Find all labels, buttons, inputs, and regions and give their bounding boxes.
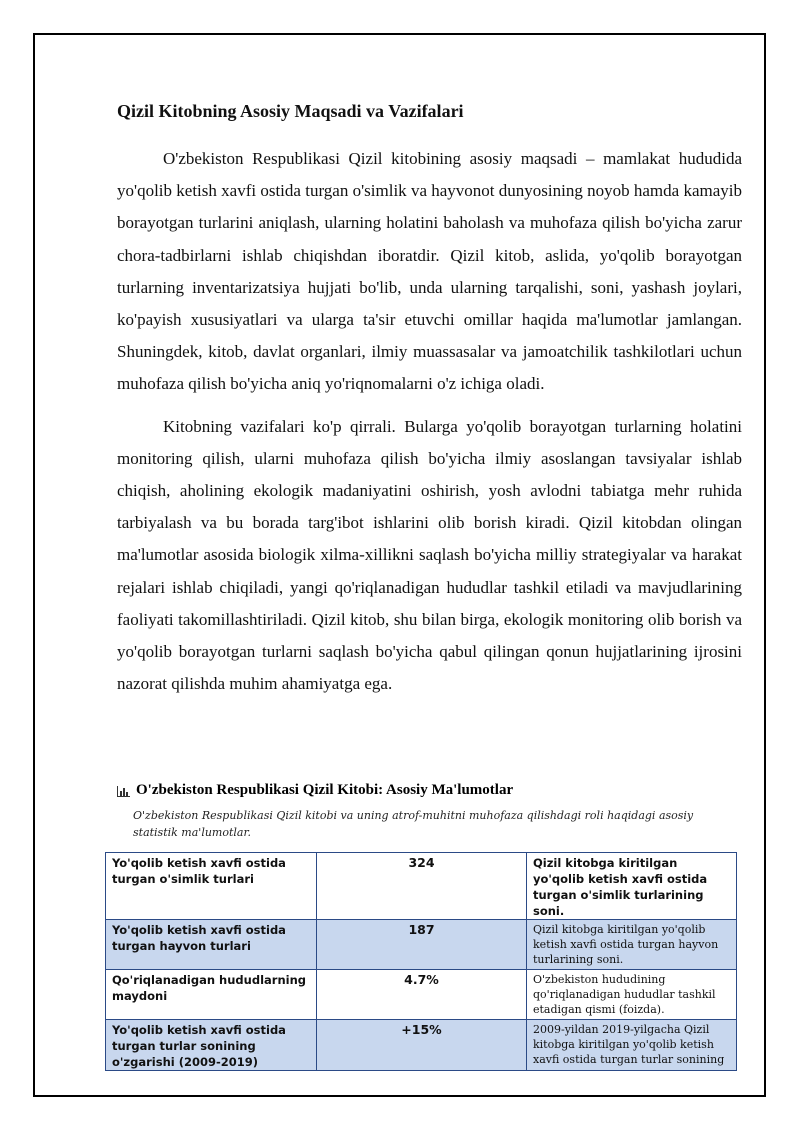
row-label: Yo'qolib ketish xavfi ostida turgan hayvon turlari	[106, 920, 317, 970]
paragraph-tasks: Kitobning vazifalari ko'p qirrali. Bularga yo'qolib borayotgan turlarning holatini monitoring qilish, ularni muhofaza qilish bo'yicha ilmiy asoslangan tavsiyalar ishlab chiqish, aholining ekologik madaniyatini oshirish, yosh avlodni tabiatga mehr ruhida tarbiyalash va bu borada targ'ibot ishlarini olib borish kiradi. Qizil kitobdan olingan ma'lumotlar asosida biologik xilma-xillikni saqlash bo'yicha milliy strategiyalar va harakat rejalari ishlab chiqiladi, yangi qo'riqlanadigan hududlar tashkil etiladi va mavjudlarining faoliyati takomillashtiriladi. Qizil kitob, shu bilan birga, ekologik monitoring olib borish va yo'qolib borayotgan turlarni saqlash bo'yicha qabul qilingan qonun hujjatlarining ijrosini nazorat qilishda muhim ahamiyatga ega.	[117, 416, 742, 694]
stats-table	[105, 852, 737, 1071]
document-body	[117, 96, 742, 710]
row-value: 324	[317, 853, 527, 920]
row-description: O'zbekiston hududining qo'riqlanadigan hududlar tashkil etadigan qismi (foizda).	[527, 970, 737, 1020]
stats-title-text: O'zbekiston Respublikasi Qizil Kitobi: Asosiy Ma'lumotlar	[136, 782, 514, 798]
row-label: Qo'riqlanadigan hududlarning maydoni	[106, 970, 317, 1020]
row-value: 187	[317, 920, 527, 970]
row-description: Qizil kitobga kiritilgan yo'qolib ketish xavfi ostida turgan o'simlik turlarining soni.	[527, 853, 737, 920]
stats-subtitle: O'zbekiston Respublikasi Qizil kitobi va uning atrof-muhitni muhofaza qilishdagi roli haqidagi asosiy statistik ma'lumotlar.	[133, 809, 694, 839]
section-heading: Qizil Kitobning Asosiy Maqsadi va Vazifalari	[117, 101, 464, 121]
row-value: +15%	[317, 1020, 527, 1071]
paragraph-goals: O'zbekiston Respublikasi Qizil kitobining asosiy maqsadi – mamlakat hududida yo'qolib ketish xavfi ostida turgan o'simlik va hayvonot dunyosining noyob hamda kamayib borayotgan turlarini aniqlash, ularning holatini baholash va muhofaza qilish bo'yicha zarur chora-tadbirlarni ishlab chiqishdan iboratdir. Qizil kitob, aslida, yo'qolib borayotgan turlarning inventarizatsiya hujjati bo'lib, unda ularning tarqalishi, soni, yashash joylari, ko'payish xususiyatlari va ularga ta'sir etuvchi omillar haqida ma'lumotlar jamlangan. Shuningdek, kitob, davlat organlari, ilmiy muassasalar va jamoatchilik tashkilotlari uchun muhofaza qilish bo'yicha aniq yo'riqnomalarni o'z ichiga oladi.	[117, 149, 742, 394]
table-row	[106, 1020, 737, 1071]
bar-chart-icon	[117, 785, 130, 796]
row-value: 4.7%	[317, 970, 527, 1020]
table-row	[106, 920, 737, 970]
row-label: Yo'qolib ketish xavfi ostida turgan o'simlik turlari	[106, 853, 317, 920]
row-label: Yo'qolib ketish xavfi ostida turgan turlar sonining o'zgarishi (2009-2019)	[106, 1020, 317, 1071]
row-description: 2009-yildan 2019-yilgacha Qizil kitobga kiritilgan yo'qolib ketish xavfi ostida turgan turlar sonining	[527, 1020, 737, 1071]
stats-section	[117, 782, 737, 841]
row-description: Qizil kitobga kiritilgan yo'qolib ketish xavfi ostida turgan hayvon turlarining soni.	[527, 920, 737, 970]
stats-section-title	[117, 782, 737, 799]
table-row	[106, 970, 737, 1020]
table-row	[106, 853, 737, 920]
